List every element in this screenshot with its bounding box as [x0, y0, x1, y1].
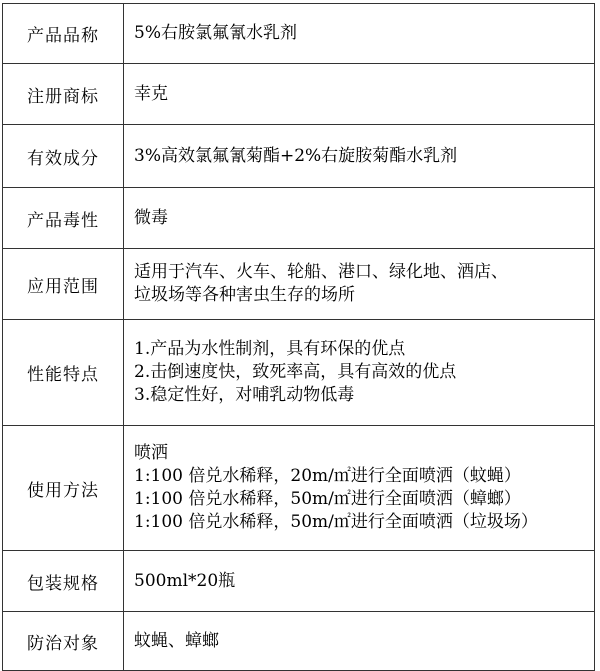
value-line: 5%右胺氯氟氰水乳剂: [134, 23, 297, 43]
value-line: 3%高效氯氟氰菊酯+2%右旋胺菊酯水乳剂: [134, 145, 458, 166]
value-line: 蚊蝇、蟑螂: [134, 630, 219, 651]
value-line: 500ml*20瓶: [134, 570, 236, 591]
value-product-name: [124, 4, 595, 64]
row-application-scope: [3, 249, 595, 320]
label-targets: 防治对象: [3, 612, 124, 671]
value-targets: [124, 612, 595, 671]
value-line: 幸克: [134, 83, 168, 104]
value-line: 喷洒: [134, 443, 168, 463]
value-line: 垃圾场等各种害虫生存的场所: [134, 285, 355, 305]
value-line: 1:100 倍兑水稀释，50m/㎡进行全面喷洒（垃圾场）: [134, 512, 538, 532]
label-active-ingredient: 有效成分: [3, 125, 124, 188]
row-toxicity: [3, 188, 595, 249]
row-usage: [3, 426, 595, 551]
row-active-ingredient: [3, 125, 595, 188]
value-trademark: [124, 64, 595, 125]
value-line: 1.产品为水性制剂，具有环保的优点: [134, 339, 406, 359]
row-packaging: [3, 551, 595, 612]
label-trademark: 注册商标: [3, 64, 124, 125]
row-product-name: [3, 4, 595, 64]
label-application-scope: 应用范围: [3, 249, 124, 320]
label-features: 性能特点: [3, 320, 124, 426]
value-line: 2.击倒速度快，致死率高，具有高效的优点: [134, 362, 457, 382]
value-features: [124, 320, 595, 426]
value-line: 微毒: [134, 207, 168, 228]
value-active-ingredient: [124, 125, 595, 188]
value-line: 1:100 倍兑水稀释，50m/㎡进行全面喷洒（蟑螂）: [134, 489, 521, 509]
product-spec-table: [2, 3, 595, 671]
value-line: 3.稳定性好，对哺乳动物低毒: [134, 385, 355, 405]
label-packaging: 包装规格: [3, 551, 124, 612]
label-product-name: 产品品称: [3, 4, 124, 64]
row-targets: [3, 612, 595, 671]
label-usage: 使用方法: [3, 426, 124, 551]
value-application-scope: [124, 249, 595, 320]
row-trademark: [3, 64, 595, 125]
row-features: [3, 320, 595, 426]
value-toxicity: [124, 188, 595, 249]
label-toxicity: 产品毒性: [3, 188, 124, 249]
value-line: 适用于汽车、火车、轮船、港口、绿化地、酒店、: [134, 262, 508, 282]
value-packaging: [124, 551, 595, 612]
value-line: 1:100 倍兑水稀释，20m/㎡进行全面喷洒（蚊蝇）: [134, 466, 521, 486]
value-usage: [124, 426, 595, 551]
